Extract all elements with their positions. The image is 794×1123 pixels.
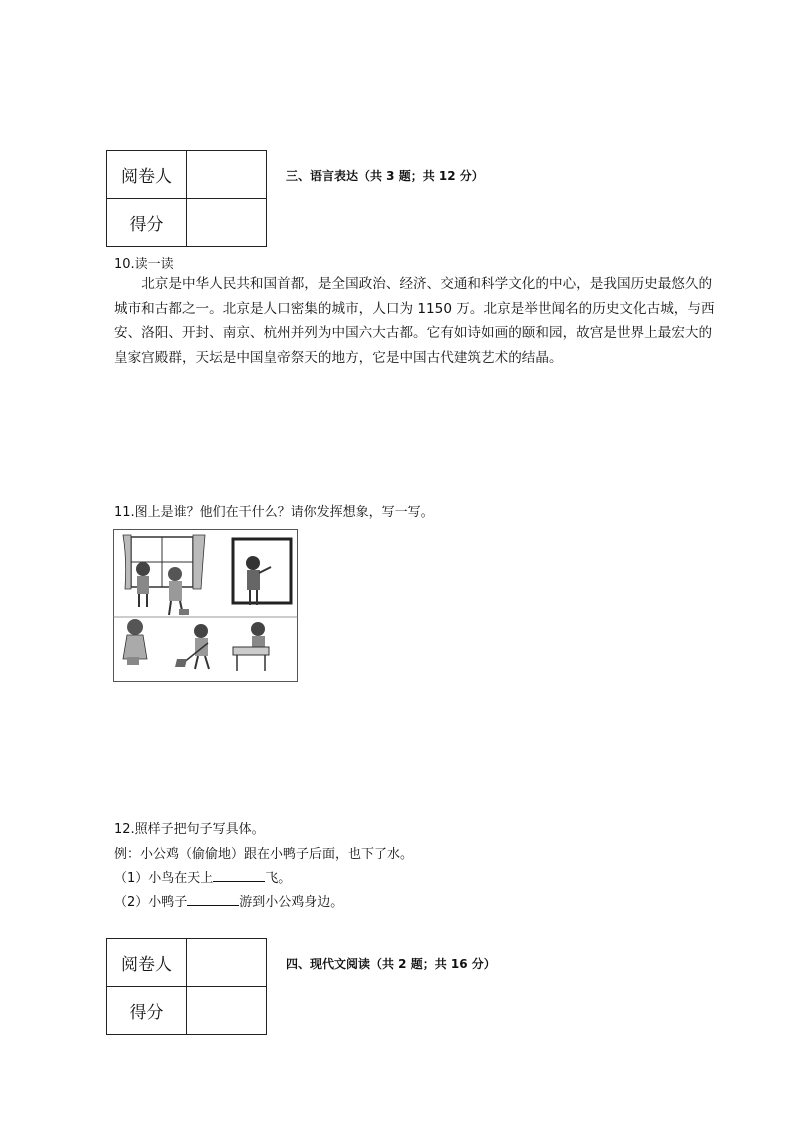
grading-table-section4 (106, 938, 267, 1035)
question-12-example: 例：小公鸡（偷偷地）跟在小鸭子后面，也下了水。 (114, 847, 414, 862)
reviewer-label: 阅卷人 (107, 939, 187, 987)
item-1-blank[interactable] (213, 867, 265, 882)
score-cell[interactable] (187, 987, 267, 1035)
item-1-suffix: 飞。 (265, 871, 292, 886)
section4-title: 四、现代文阅读（共 2 题；共 16 分） (286, 957, 496, 971)
question-12-title: 12.照样子把句子写具体。 (114, 822, 265, 837)
question-10-title: 10.读一读 (114, 257, 174, 272)
question-11-title: 11.图上是谁？他们在干什么？请你发挥想象，写一写。 (114, 505, 434, 520)
reviewer-cell[interactable] (187, 939, 267, 987)
reviewer-cell[interactable] (187, 151, 267, 199)
question-12-item-2 (114, 891, 343, 910)
question-12-item-1 (114, 867, 291, 886)
question-10-paragraph: 北京是中华人民共和国首都，是全国政治、经济、交通和科学文化的中心，是我国历史最悠久的城市和古都之一。北京是人口密集的城市，人口为 1150 万。北京是举世闻名的历史文化古城，与西安、洛阳、开封、南京、杭州并列为中国六大古都。它有如诗如画的颐和园，故宫是世界上最宏大的皇家宫殿群，天坛是中国皇帝祭天的地方，它是中国古代建筑艺术的结晶。 (114, 276, 715, 366)
section3-title: 三、语言表达（共 3 题；共 12 分） (286, 169, 484, 183)
grading-table-section3 (106, 150, 267, 247)
item-2-blank[interactable] (187, 891, 239, 906)
score-label: 得分 (107, 987, 187, 1035)
score-cell[interactable] (187, 199, 267, 247)
item-1-prefix: （1）小鸟在天上 (114, 871, 214, 886)
score-label: 得分 (107, 199, 187, 247)
item-2-suffix: 游到小公鸡身边。 (239, 895, 344, 910)
classroom-cleaning-illustration (113, 529, 298, 682)
reviewer-label: 阅卷人 (107, 151, 187, 199)
item-2-prefix: （2）小鸭子 (114, 895, 188, 910)
